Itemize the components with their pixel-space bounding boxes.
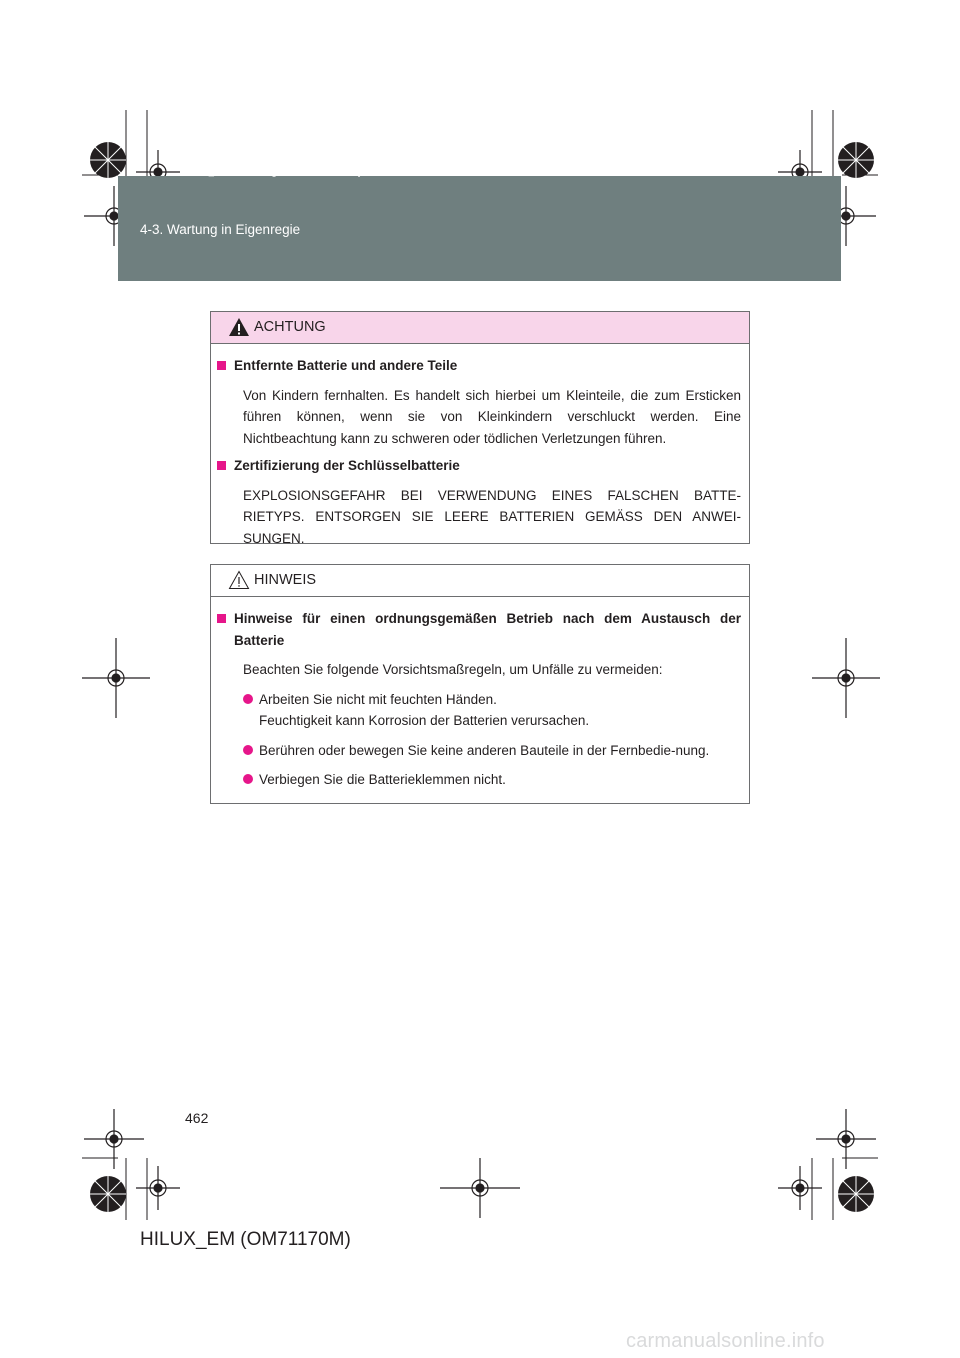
square-bullet-icon	[217, 461, 226, 470]
notice-triangle-icon	[228, 570, 250, 590]
warning-section-text: Von Kindern fernhalten. Es handelt sich hierbei um Kleinteile, die zum Ersticken führen können, wenn sie von Kleinkindern verschluckt werden. Eine Nichtbeachtung kann zu schweren oder tödlichen Verletzungen führen.	[243, 387, 741, 446]
warning-triangle-icon	[228, 317, 250, 337]
round-bullet-icon	[243, 774, 253, 784]
notice-box	[210, 564, 750, 804]
warning-box-body	[211, 344, 749, 549]
round-bullet-icon	[243, 694, 253, 704]
warning-section-text: EXPLOSIONSGEFAHR BEI VERWENDUNG EINES FALSCHEN BATTE-RIETYPS. ENTSORGEN SIE LEERE BATTERIEN GEMÄSS DEN ANWEI-SUNGEN.	[243, 487, 741, 546]
warning-section-heading: Zertifizierung der Schlüsselbatterie	[217, 455, 741, 477]
round-bullet-icon	[243, 745, 253, 755]
warning-section-heading: Entfernte Batterie und andere Teile	[217, 355, 741, 377]
notice-box-title: HINWEIS	[254, 572, 317, 588]
notice-box-body	[211, 597, 749, 791]
book-slug: HILUX_EM.book Page 462 Wednesday, March 23, 2011 2:48 PM	[180, 168, 501, 178]
footer-code: HILUX_EM (OM71170M)	[140, 1229, 351, 1250]
square-bullet-icon	[217, 361, 226, 370]
notice-heading: Hinweise für einen ordnungsgemäßen Betrieb nach dem Austausch der Batterie	[217, 608, 741, 651]
warning-box-header	[211, 312, 749, 344]
square-bullet-icon	[217, 614, 226, 623]
notice-box-header	[211, 565, 749, 597]
warning-box	[210, 311, 750, 544]
site-watermark: carmanualsonline.info	[626, 1330, 825, 1352]
warning-box-title: ACHTUNG	[254, 319, 326, 335]
notice-list-item: Arbeiten Sie nicht mit feuchten Händen. Feuchtigkeit kann Korrosion der Batterien verursachen.	[217, 689, 741, 732]
notice-intro: Beachten Sie folgende Vorsichtsmaßregeln, um Unfälle zu vermeiden:	[243, 662, 663, 677]
section-title: 4-3. Wartung in Eigenregie	[140, 222, 301, 237]
notice-list-item: Berühren oder bewegen Sie keine anderen Bauteile in der Fernbedie-nung.	[217, 740, 741, 762]
page-number: 462	[185, 1110, 209, 1126]
notice-list-item: Verbiegen Sie die Batterieklemmen nicht.	[217, 769, 741, 791]
